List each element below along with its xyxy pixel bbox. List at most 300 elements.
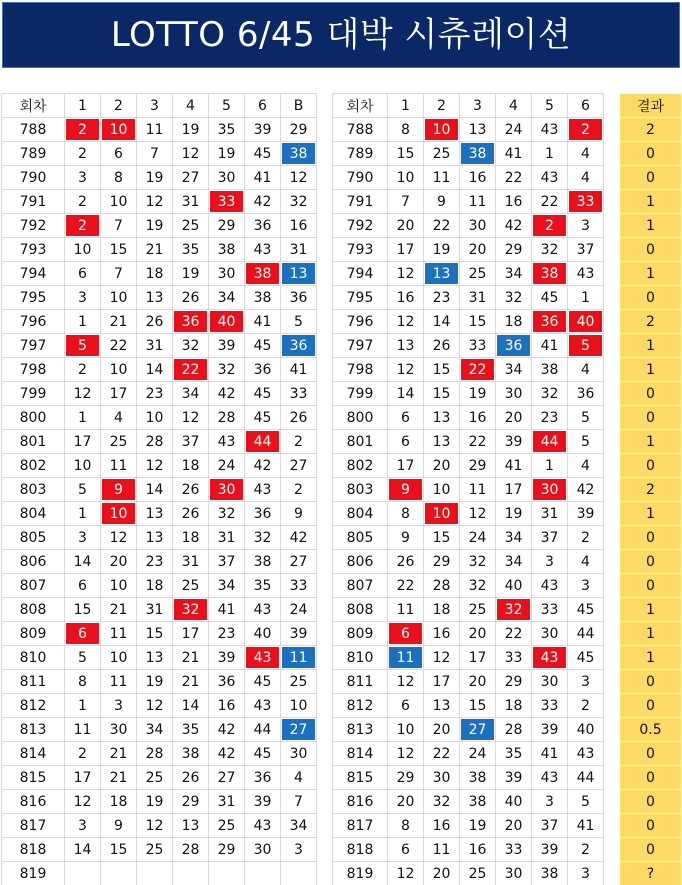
number-cell[interactable]: 19 (496, 502, 532, 526)
number-cell[interactable]: 12 (388, 310, 424, 334)
number-cell[interactable]: 24 (496, 118, 532, 142)
number-cell[interactable]: 9 (101, 478, 137, 502)
result-cell[interactable]: 1 (620, 190, 682, 214)
number-cell[interactable]: 30 (496, 862, 532, 885)
number-cell[interactable]: 32 (245, 526, 281, 550)
number-cell[interactable]: 2 (65, 742, 101, 766)
number-cell[interactable]: 12 (137, 814, 173, 838)
number-cell[interactable]: 41 (245, 166, 281, 190)
number-cell[interactable]: 19 (137, 670, 173, 694)
number-cell[interactable]: 32 (173, 598, 209, 622)
number-cell[interactable]: 32 (460, 550, 496, 574)
number-cell[interactable]: 35 (173, 238, 209, 262)
number-cell[interactable]: 2 (568, 694, 604, 718)
number-cell[interactable]: 43 (532, 766, 568, 790)
number-cell[interactable]: 28 (496, 718, 532, 742)
number-cell[interactable]: 34 (209, 574, 245, 598)
number-cell[interactable]: 3 (532, 550, 568, 574)
number-cell[interactable]: 10 (65, 454, 101, 478)
number-cell[interactable]: 5 (568, 430, 604, 454)
number-cell[interactable]: 33 (568, 190, 604, 214)
number-cell[interactable]: 13 (424, 406, 460, 430)
number-cell[interactable]: 32 (424, 790, 460, 814)
number-cell[interactable]: 17 (101, 382, 137, 406)
bonus-number-cell[interactable]: 26 (281, 406, 317, 430)
number-cell[interactable]: 13 (424, 262, 460, 286)
result-cell[interactable]: 0 (620, 838, 682, 862)
number-cell[interactable]: 10 (101, 118, 137, 142)
number-cell[interactable]: 38 (532, 862, 568, 885)
number-cell[interactable]: 26 (173, 286, 209, 310)
number-cell[interactable]: 27 (460, 718, 496, 742)
bonus-number-cell[interactable]: 42 (281, 526, 317, 550)
number-cell[interactable]: 38 (460, 790, 496, 814)
number-cell[interactable]: 43 (532, 118, 568, 142)
number-cell[interactable]: 2 (65, 190, 101, 214)
number-cell[interactable]: 13 (137, 286, 173, 310)
number-cell[interactable]: 28 (137, 430, 173, 454)
number-cell[interactable]: 6 (388, 430, 424, 454)
result-cell[interactable]: 1 (620, 598, 682, 622)
number-cell[interactable] (173, 862, 209, 885)
number-cell[interactable]: 15 (424, 382, 460, 406)
number-cell[interactable]: 23 (137, 550, 173, 574)
number-cell[interactable]: 1 (532, 142, 568, 166)
number-cell[interactable]: 17 (496, 478, 532, 502)
number-cell[interactable]: 6 (388, 694, 424, 718)
number-cell[interactable]: 14 (388, 382, 424, 406)
number-cell[interactable]: 33 (496, 838, 532, 862)
number-cell[interactable]: 11 (460, 190, 496, 214)
number-cell[interactable]: 39 (496, 430, 532, 454)
number-cell[interactable]: 16 (460, 838, 496, 862)
number-cell[interactable]: 21 (101, 742, 137, 766)
number-cell[interactable]: 32 (532, 382, 568, 406)
number-cell[interactable]: 24 (460, 526, 496, 550)
number-cell[interactable]: 12 (388, 742, 424, 766)
bonus-number-cell[interactable]: 16 (281, 214, 317, 238)
number-cell[interactable]: 14 (424, 310, 460, 334)
number-cell[interactable]: 10 (101, 502, 137, 526)
number-cell[interactable]: 38 (173, 742, 209, 766)
number-cell[interactable]: 18 (137, 574, 173, 598)
number-cell[interactable]: 45 (568, 598, 604, 622)
number-cell[interactable]: 30 (532, 478, 568, 502)
number-cell[interactable]: 8 (388, 502, 424, 526)
number-cell[interactable]: 34 (137, 718, 173, 742)
number-cell[interactable]: 23 (209, 622, 245, 646)
number-cell[interactable]: 20 (101, 550, 137, 574)
number-cell[interactable]: 5 (568, 334, 604, 358)
number-cell[interactable]: 10 (101, 286, 137, 310)
number-cell[interactable]: 30 (460, 214, 496, 238)
number-cell[interactable]: 21 (173, 646, 209, 670)
number-cell[interactable]: 36 (245, 358, 281, 382)
number-cell[interactable]: 10 (424, 502, 460, 526)
number-cell[interactable]: 18 (173, 526, 209, 550)
result-cell[interactable]: 0.5 (620, 718, 682, 742)
number-cell[interactable]: 26 (424, 334, 460, 358)
number-cell[interactable]: 27 (173, 166, 209, 190)
number-cell[interactable]: 14 (65, 550, 101, 574)
number-cell[interactable]: 11 (424, 166, 460, 190)
number-cell[interactable]: 10 (424, 118, 460, 142)
number-cell[interactable]: 16 (424, 622, 460, 646)
number-cell[interactable]: 44 (532, 430, 568, 454)
number-cell[interactable]: 3 (65, 814, 101, 838)
number-cell[interactable]: 20 (460, 670, 496, 694)
bonus-number-cell[interactable]: 27 (281, 718, 317, 742)
number-cell[interactable]: 22 (388, 574, 424, 598)
number-cell[interactable]: 33 (496, 646, 532, 670)
number-cell[interactable]: 33 (532, 694, 568, 718)
number-cell[interactable]: 7 (388, 190, 424, 214)
number-cell[interactable]: 7 (137, 142, 173, 166)
number-cell[interactable]: 29 (388, 766, 424, 790)
number-cell[interactable]: 43 (568, 262, 604, 286)
number-cell[interactable]: 10 (137, 406, 173, 430)
number-cell[interactable]: 29 (209, 214, 245, 238)
number-cell[interactable]: 11 (137, 118, 173, 142)
number-cell[interactable]: 2 (532, 214, 568, 238)
result-cell[interactable]: 0 (620, 742, 682, 766)
result-cell[interactable]: 0 (620, 766, 682, 790)
number-cell[interactable]: 45 (568, 646, 604, 670)
number-cell[interactable]: 19 (209, 142, 245, 166)
number-cell[interactable]: 30 (532, 670, 568, 694)
number-cell[interactable]: 1 (532, 454, 568, 478)
number-cell[interactable]: 3 (568, 574, 604, 598)
number-cell[interactable]: 11 (101, 622, 137, 646)
number-cell[interactable]: 6 (388, 622, 424, 646)
number-cell[interactable]: 15 (460, 694, 496, 718)
result-cell[interactable]: 1 (620, 334, 682, 358)
number-cell[interactable]: 22 (101, 334, 137, 358)
number-cell[interactable]: 25 (460, 862, 496, 885)
result-cell[interactable]: 1 (620, 262, 682, 286)
number-cell[interactable]: 43 (245, 694, 281, 718)
number-cell[interactable]: 19 (137, 790, 173, 814)
number-cell[interactable]: 30 (209, 262, 245, 286)
number-cell[interactable]: 16 (388, 286, 424, 310)
result-cell[interactable]: 0 (620, 814, 682, 838)
number-cell[interactable]: 12 (388, 670, 424, 694)
number-cell[interactable]: 13 (460, 118, 496, 142)
result-cell[interactable]: 0 (620, 694, 682, 718)
number-cell[interactable]: 41 (532, 334, 568, 358)
number-cell[interactable]: 4 (101, 406, 137, 430)
bonus-number-cell[interactable]: 38 (281, 142, 317, 166)
number-cell[interactable]: 28 (424, 574, 460, 598)
number-cell[interactable]: 19 (460, 814, 496, 838)
number-cell[interactable]: 12 (101, 526, 137, 550)
bonus-number-cell[interactable]: 7 (281, 790, 317, 814)
number-cell[interactable]: 39 (245, 790, 281, 814)
number-cell[interactable]: 40 (209, 310, 245, 334)
number-cell[interactable]: 17 (388, 238, 424, 262)
number-cell[interactable]: 2 (65, 142, 101, 166)
number-cell[interactable]: 30 (209, 166, 245, 190)
number-cell[interactable]: 26 (173, 766, 209, 790)
number-cell[interactable]: 43 (245, 598, 281, 622)
number-cell[interactable]: 42 (209, 382, 245, 406)
bonus-number-cell[interactable]: 4 (281, 766, 317, 790)
number-cell[interactable]: 41 (532, 742, 568, 766)
number-cell[interactable]: 6 (65, 622, 101, 646)
bonus-number-cell[interactable]: 36 (281, 286, 317, 310)
number-cell[interactable]: 17 (388, 454, 424, 478)
number-cell[interactable]: 45 (245, 142, 281, 166)
number-cell[interactable]: 5 (568, 790, 604, 814)
number-cell[interactable]: 28 (137, 742, 173, 766)
number-cell[interactable]: 29 (460, 454, 496, 478)
bonus-number-cell[interactable]: 32 (281, 190, 317, 214)
number-cell[interactable]: 21 (101, 766, 137, 790)
number-cell[interactable]: 11 (460, 478, 496, 502)
bonus-number-cell[interactable]: 25 (281, 670, 317, 694)
number-cell[interactable]: 19 (173, 118, 209, 142)
result-cell[interactable]: 0 (620, 238, 682, 262)
number-cell[interactable]: 1 (65, 694, 101, 718)
number-cell[interactable]: 17 (424, 670, 460, 694)
bonus-number-cell[interactable]: 41 (281, 358, 317, 382)
number-cell[interactable]: 30 (245, 838, 281, 862)
number-cell[interactable]: 6 (65, 262, 101, 286)
number-cell[interactable]: 3 (568, 214, 604, 238)
number-cell[interactable]: 29 (173, 790, 209, 814)
result-cell[interactable]: 0 (620, 406, 682, 430)
number-cell[interactable]: 32 (209, 502, 245, 526)
number-cell[interactable]: 36 (245, 502, 281, 526)
number-cell[interactable]: 41 (245, 310, 281, 334)
number-cell[interactable]: 25 (209, 814, 245, 838)
number-cell[interactable]: 20 (496, 814, 532, 838)
number-cell[interactable]: 33 (460, 334, 496, 358)
number-cell[interactable]: 15 (424, 358, 460, 382)
bonus-number-cell[interactable]: 33 (281, 574, 317, 598)
number-cell[interactable]: 15 (65, 598, 101, 622)
number-cell[interactable]: 14 (65, 838, 101, 862)
result-cell[interactable]: 0 (620, 166, 682, 190)
number-cell[interactable]: 31 (532, 502, 568, 526)
number-cell[interactable]: 6 (388, 406, 424, 430)
number-cell[interactable]: 25 (101, 430, 137, 454)
number-cell[interactable]: 16 (496, 190, 532, 214)
number-cell[interactable]: 28 (173, 838, 209, 862)
number-cell[interactable]: 32 (532, 238, 568, 262)
number-cell[interactable]: 39 (532, 838, 568, 862)
number-cell[interactable]: 32 (460, 574, 496, 598)
number-cell[interactable]: 11 (388, 646, 424, 670)
number-cell[interactable]: 13 (173, 814, 209, 838)
number-cell[interactable]: 42 (209, 718, 245, 742)
number-cell[interactable]: 10 (388, 718, 424, 742)
result-cell[interactable]: 0 (620, 790, 682, 814)
number-cell[interactable]: 35 (245, 574, 281, 598)
number-cell[interactable]: 14 (137, 478, 173, 502)
number-cell[interactable]: 9 (101, 814, 137, 838)
number-cell[interactable]: 26 (173, 502, 209, 526)
result-cell[interactable]: 1 (620, 646, 682, 670)
number-cell[interactable]: 23 (532, 406, 568, 430)
number-cell[interactable]: 31 (173, 550, 209, 574)
number-cell[interactable]: 41 (209, 598, 245, 622)
number-cell[interactable]: 12 (173, 406, 209, 430)
number-cell[interactable]: 45 (245, 670, 281, 694)
number-cell[interactable]: 20 (424, 454, 460, 478)
number-cell[interactable]: 30 (532, 622, 568, 646)
number-cell[interactable]: 30 (424, 766, 460, 790)
number-cell[interactable]: 39 (245, 118, 281, 142)
number-cell[interactable]: 16 (460, 406, 496, 430)
number-cell[interactable]: 34 (496, 526, 532, 550)
number-cell[interactable]: 20 (388, 790, 424, 814)
number-cell[interactable]: 26 (137, 310, 173, 334)
number-cell[interactable]: 15 (101, 838, 137, 862)
number-cell[interactable]: 8 (101, 166, 137, 190)
number-cell[interactable]: 10 (101, 190, 137, 214)
number-cell[interactable]: 21 (137, 238, 173, 262)
number-cell[interactable]: 31 (209, 790, 245, 814)
number-cell[interactable]: 22 (532, 190, 568, 214)
result-cell[interactable]: 0 (620, 550, 682, 574)
number-cell[interactable]: 1 (65, 502, 101, 526)
number-cell[interactable]: 10 (424, 478, 460, 502)
number-cell[interactable]: 3 (65, 526, 101, 550)
number-cell[interactable]: 4 (568, 358, 604, 382)
number-cell[interactable]: 20 (460, 238, 496, 262)
number-cell[interactable]: 1 (65, 406, 101, 430)
number-cell[interactable]: 37 (532, 814, 568, 838)
number-cell[interactable]: 22 (424, 214, 460, 238)
number-cell[interactable]: 22 (460, 358, 496, 382)
number-cell[interactable]: 3 (101, 694, 137, 718)
bonus-number-cell[interactable]: 27 (281, 550, 317, 574)
number-cell[interactable]: 35 (173, 718, 209, 742)
result-cell[interactable]: 1 (620, 622, 682, 646)
number-cell[interactable]: 22 (424, 742, 460, 766)
number-cell[interactable]: 39 (568, 502, 604, 526)
number-cell[interactable]: 5 (65, 334, 101, 358)
number-cell[interactable]: 45 (245, 406, 281, 430)
result-cell[interactable]: 1 (620, 430, 682, 454)
result-cell[interactable]: ? (620, 862, 682, 885)
bonus-number-cell[interactable]: 29 (281, 118, 317, 142)
number-cell[interactable]: 11 (424, 838, 460, 862)
number-cell[interactable]: 43 (532, 166, 568, 190)
number-cell[interactable]: 42 (496, 214, 532, 238)
bonus-number-cell[interactable]: 13 (281, 262, 317, 286)
bonus-number-cell[interactable]: 12 (281, 166, 317, 190)
number-cell[interactable]: 20 (496, 406, 532, 430)
bonus-number-cell[interactable]: 9 (281, 502, 317, 526)
number-cell[interactable]: 9 (388, 526, 424, 550)
number-cell[interactable]: 3 (532, 790, 568, 814)
number-cell[interactable] (137, 862, 173, 885)
result-cell[interactable]: 0 (620, 670, 682, 694)
number-cell[interactable]: 43 (245, 478, 281, 502)
number-cell[interactable]: 12 (460, 502, 496, 526)
number-cell[interactable]: 26 (173, 478, 209, 502)
number-cell[interactable]: 5 (65, 646, 101, 670)
number-cell[interactable]: 29 (424, 550, 460, 574)
number-cell[interactable]: 36 (245, 766, 281, 790)
number-cell[interactable]: 22 (496, 622, 532, 646)
number-cell[interactable]: 25 (137, 838, 173, 862)
result-cell[interactable]: 0 (620, 526, 682, 550)
number-cell[interactable]: 18 (137, 262, 173, 286)
number-cell[interactable]: 12 (388, 862, 424, 885)
bonus-number-cell[interactable]: 24 (281, 598, 317, 622)
number-cell[interactable]: 45 (245, 382, 281, 406)
number-cell[interactable]: 16 (424, 814, 460, 838)
number-cell[interactable]: 37 (173, 430, 209, 454)
result-cell[interactable]: 0 (620, 286, 682, 310)
number-cell[interactable]: 9 (424, 190, 460, 214)
number-cell[interactable]: 38 (245, 550, 281, 574)
number-cell[interactable]: 12 (424, 646, 460, 670)
number-cell[interactable]: 12 (137, 454, 173, 478)
number-cell[interactable]: 18 (173, 454, 209, 478)
number-cell[interactable]: 3 (568, 862, 604, 885)
number-cell[interactable]: 42 (568, 478, 604, 502)
number-cell[interactable]: 36 (568, 382, 604, 406)
number-cell[interactable]: 2 (568, 838, 604, 862)
number-cell[interactable]: 38 (532, 262, 568, 286)
number-cell[interactable]: 12 (137, 694, 173, 718)
number-cell[interactable]: 37 (568, 238, 604, 262)
number-cell[interactable]: 13 (137, 502, 173, 526)
number-cell[interactable]: 43 (568, 742, 604, 766)
number-cell[interactable]: 19 (173, 262, 209, 286)
number-cell[interactable]: 19 (460, 382, 496, 406)
number-cell[interactable]: 15 (388, 142, 424, 166)
number-cell[interactable]: 38 (532, 358, 568, 382)
number-cell[interactable] (65, 862, 101, 885)
bonus-number-cell[interactable]: 10 (281, 694, 317, 718)
number-cell[interactable]: 44 (568, 622, 604, 646)
number-cell[interactable]: 17 (65, 766, 101, 790)
number-cell[interactable]: 39 (496, 766, 532, 790)
result-cell[interactable]: 0 (620, 382, 682, 406)
number-cell[interactable]: 23 (424, 286, 460, 310)
result-cell[interactable]: 2 (620, 118, 682, 142)
number-cell[interactable]: 29 (496, 670, 532, 694)
number-cell[interactable]: 11 (101, 454, 137, 478)
number-cell[interactable]: 5 (65, 478, 101, 502)
number-cell[interactable]: 2 (65, 118, 101, 142)
number-cell[interactable] (245, 862, 281, 885)
number-cell[interactable]: 21 (173, 670, 209, 694)
number-cell[interactable]: 23 (137, 382, 173, 406)
number-cell[interactable]: 3 (65, 286, 101, 310)
number-cell[interactable]: 12 (388, 358, 424, 382)
number-cell[interactable]: 12 (137, 190, 173, 214)
number-cell[interactable]: 16 (209, 694, 245, 718)
number-cell[interactable]: 43 (532, 646, 568, 670)
number-cell[interactable]: 40 (568, 310, 604, 334)
number-cell[interactable]: 1 (65, 310, 101, 334)
number-cell[interactable]: 38 (460, 766, 496, 790)
number-cell[interactable]: 12 (388, 262, 424, 286)
number-cell[interactable]: 36 (532, 310, 568, 334)
number-cell[interactable]: 32 (496, 286, 532, 310)
number-cell[interactable]: 40 (496, 574, 532, 598)
number-cell[interactable]: 32 (173, 334, 209, 358)
bonus-number-cell[interactable]: 31 (281, 238, 317, 262)
number-cell[interactable]: 20 (424, 718, 460, 742)
number-cell[interactable]: 45 (532, 286, 568, 310)
